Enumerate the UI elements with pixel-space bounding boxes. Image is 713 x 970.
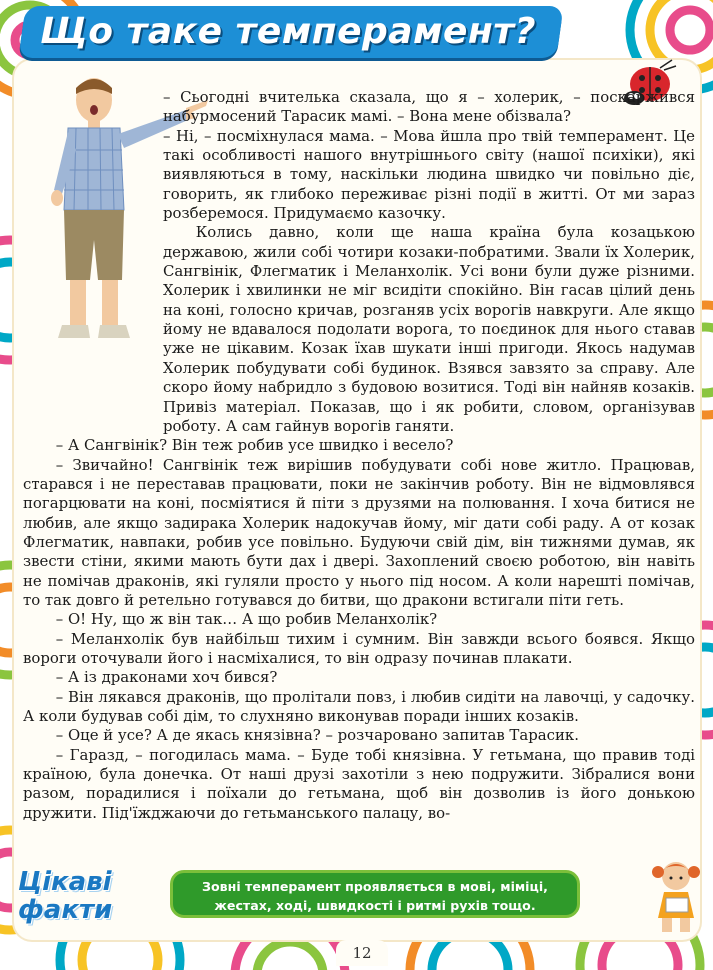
paragraph-6: – О! Ну, що ж він так… А що робив Меланхолік? [55, 610, 438, 629]
facts-text: Зовні темперамент проявляється в мові, міміці, жестах, ході, швидкості і ритмі рухів тощо. [202, 879, 548, 913]
paragraph-8: – А із драконами хоч бився? [55, 668, 278, 687]
paragraph-1: – Сьогодні вчителька сказала, що я – холерик, – поскаржився набурмосений Тарасик мамі. – Вона мене обізвала? [163, 88, 695, 126]
facts-label-line1: Цікаві [18, 867, 112, 897]
page-title-banner [18, 6, 563, 58]
paragraph-3: Колись давно, коли ще наша країна була козацькою державою, жили собі чотири козаки-побратими. Звали їх Холерик, Сангвінік, Флегматик і Меланхолік. Усі вони були дуже різними. Холерик і хвилинки не міг всидіти спокійно. Він гасав цілий день на коні, голосно кричав, розганяв усіх ворогів навкруги. Але якщо йому не вдавалося подолати ворога, то поєдинок для нього ставав уже не цікавим. Козак їхав шукати інші пригоди. Якось надумав Холерик побудувати собі будинок. Взявся завзято за справу. Але скоро йому набридло з будовою возитися. Тоді він найняв козаків. Привіз матеріал. Показав, що і як робити, словом, організував роботу. А сам гайнув ворогів ганяти. [163, 223, 695, 435]
paragraph-9: – Він лякався драконів, що пролітали повз, і любив сидіти на лавочці, у садочку. А коли будував собі дім, то слухняно виконував поради інших козаків. [23, 687, 695, 725]
facts-box [170, 870, 580, 918]
page-number: 12 [336, 940, 388, 966]
story-text [23, 88, 695, 823]
paragraph-11: – Гаразд, – погодилась мама. – Буде тобі князівна. У гетьмана, що правив тоді країною, була донечка. От наші друзі захотіли з нею подружити. Зібралися вони разом, порадилися і поїхали до гетьмана, щоб він дозволив із його донькою дружити. Під'їжджаючи до гетьманського палацу, во- [23, 745, 695, 822]
paragraph-7: – Меланхолік був найбільш тихим і сумним. Він завжди всього боявся. Якщо вороги оточували його і насміхалися, то він одразу починав плакати. [23, 629, 695, 667]
facts-label [18, 868, 150, 924]
page-title: Що таке темперамент? [40, 11, 537, 52]
girl-reading-illustration [648, 858, 706, 936]
paragraph-4: – А Сангвінік? Він теж робив усе швидко і весело? [55, 436, 454, 455]
paragraph-10: – Оце й усе? А де якась князівна? – розчаровано запитав Тарасик. [55, 726, 579, 745]
facts-label-line2: факти [18, 895, 113, 925]
paragraph-5: – Звичайно! Сангвінік теж вирішив побудувати собі нове житло. Працював, старався і не переставав працювати, поки не закінчив роботу. Він не відмовлявся погарцювати на коні, посміятися й піти з друзями на полювання. І хоча битися не любив, але якщо задирака Холерик надокучав йому, міг дати собі раду. А от козак Флегматик, навпаки, робив усе повільно. Будуючи свій дім, він тижнями думав, як звести стіни, якими мають бути дах і двері. Захоплений своєю роботою, він навіть не помічав драконів, які гуляли просто у нього під носом. А коли нарешті помічав, то так довго й ретельно готувався до битви, що дракони встигали піти геть. [23, 455, 695, 609]
paragraph-2: – Ні, – посміхнулася мама. – Мова йшла про твій темперамент. Це такі особливості нашого внутрішнього світу (нашої психіки), які виявляються в тому, наскільки людина швидко чи повільно діє, говорить, як глибоко переживає різні події в житті. От ми зараз розберемося. Придумаємо казочку. [163, 126, 695, 223]
